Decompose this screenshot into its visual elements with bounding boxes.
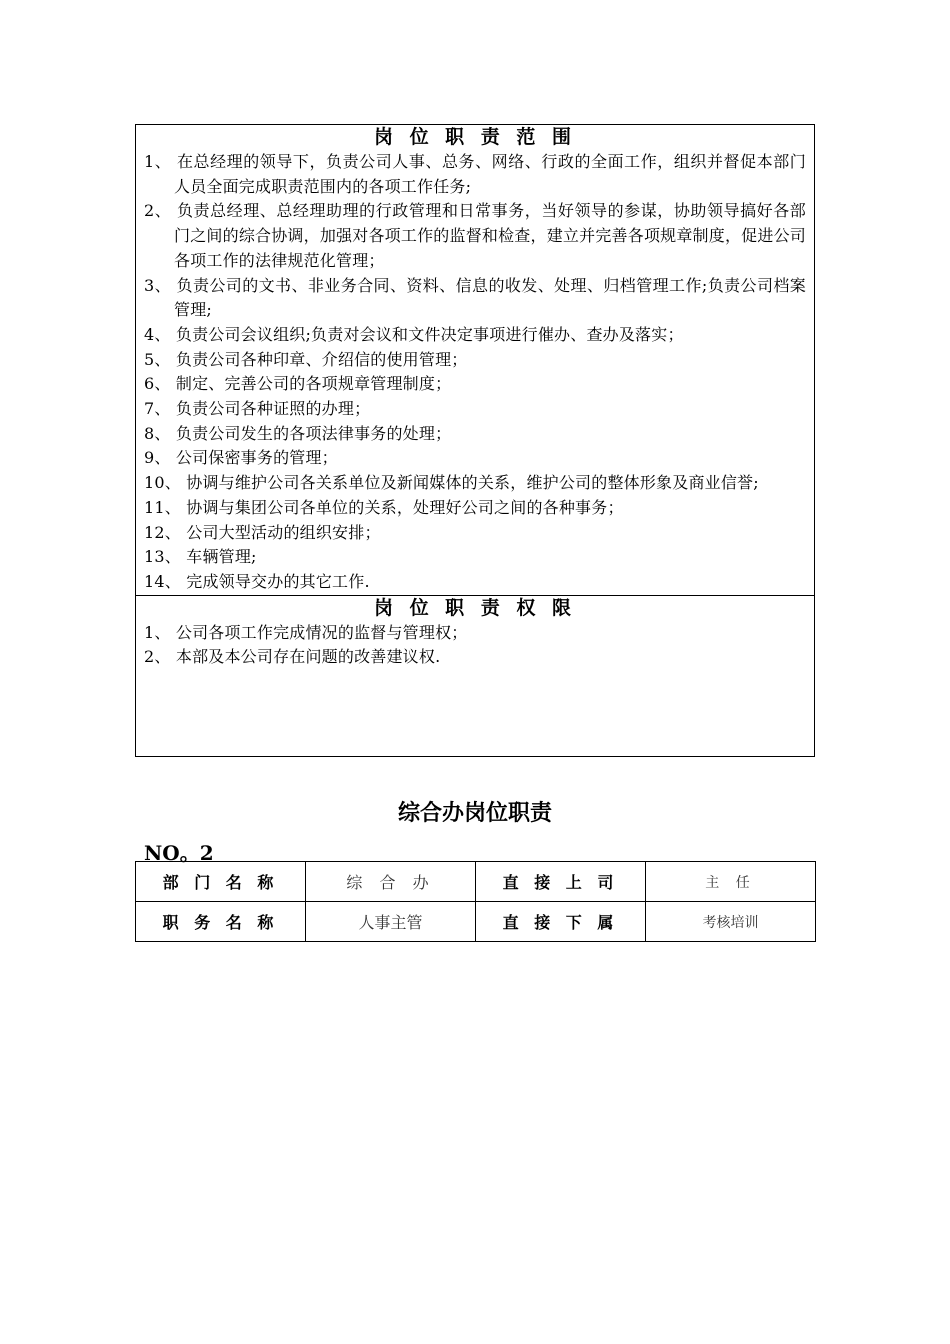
scope-item: 3、 负责公司的文书、非业务合同、资料、信息的收发、处理、归档管理工作;负责公司档案管理; [144, 275, 806, 320]
responsibility-box [135, 124, 815, 757]
scope-item: 7、 负责公司各种证照的办理； [144, 399, 371, 419]
superior-value: 主 任 [646, 862, 816, 902]
scope-item: 14、 完成领导交办的其它工作. [144, 571, 370, 591]
scope-item: 5、 负责公司各种印章、介绍信的使用管理； [144, 349, 468, 369]
dept-value: 综 合 办 [306, 862, 476, 902]
subordinate-label: 直 接 下 属 [476, 902, 646, 942]
scope-item: 6、 制定、完善公司的各项规章管理制度； [144, 374, 452, 394]
position-label: 职 务 名 称 [136, 902, 306, 942]
authority-item: 1、 公司各项工作完成情况的监督与管理权； [144, 622, 468, 642]
dept-label: 部 门 名 称 [136, 862, 306, 902]
document-number: NO。2 [144, 841, 214, 865]
table-row [136, 902, 816, 942]
document-title: 综合办岗位职责 [397, 801, 552, 826]
subordinate-value: 考核培训 [646, 902, 816, 942]
scope-item: 12、 公司大型活动的组织安排； [144, 522, 381, 542]
scope-list [136, 150, 814, 595]
scope-item: 9、 公司保密事务的管理； [144, 448, 338, 468]
scope-item: 8、 负责公司发生的各项法律事务的处理； [144, 423, 452, 443]
superior-label: 直 接 上 司 [476, 862, 646, 902]
authority-section [136, 595, 814, 756]
table-row [136, 862, 816, 902]
scope-item: 2、 负责总经理、总经理助理的行政管理和日常事务，当好领导的参谋，协助领导搞好各部门之间的综合协调，加强对各项工作的监督和检查，建立并完善各项规章制度，促进公司各项工作的法律规范化管理； [144, 201, 806, 270]
authority-title: 岗 位 职 责 权 限 [373, 596, 577, 619]
scope-item: 4、 负责公司会议组织;负责对会议和文件决定事项进行催办、查办及落实； [144, 324, 684, 344]
scope-item: 13、 车辆管理; [144, 547, 257, 567]
authority-item: 2、 本部及本公司存在问题的改善建议权. [144, 647, 441, 667]
position-info-table [135, 861, 816, 942]
scope-item: 1、 在总经理的领导下，负责公司人事、总务、网络、行政的全面工作，组织并督促本部门人员全面完成职责范围内的各项工作任务; [144, 152, 806, 196]
authority-list [136, 621, 814, 670]
scope-title: 岗 位 职 责 范 围 [373, 126, 577, 148]
position-value: 人事主管 [306, 902, 476, 942]
scope-item: 10、 协调与维护公司各关系单位及新闻媒体的关系，维护公司的整体形象及商业信誉; [144, 473, 759, 493]
scope-item: 11、 协调与集团公司各单位的关系，处理好公司之间的各种事务； [144, 497, 624, 517]
